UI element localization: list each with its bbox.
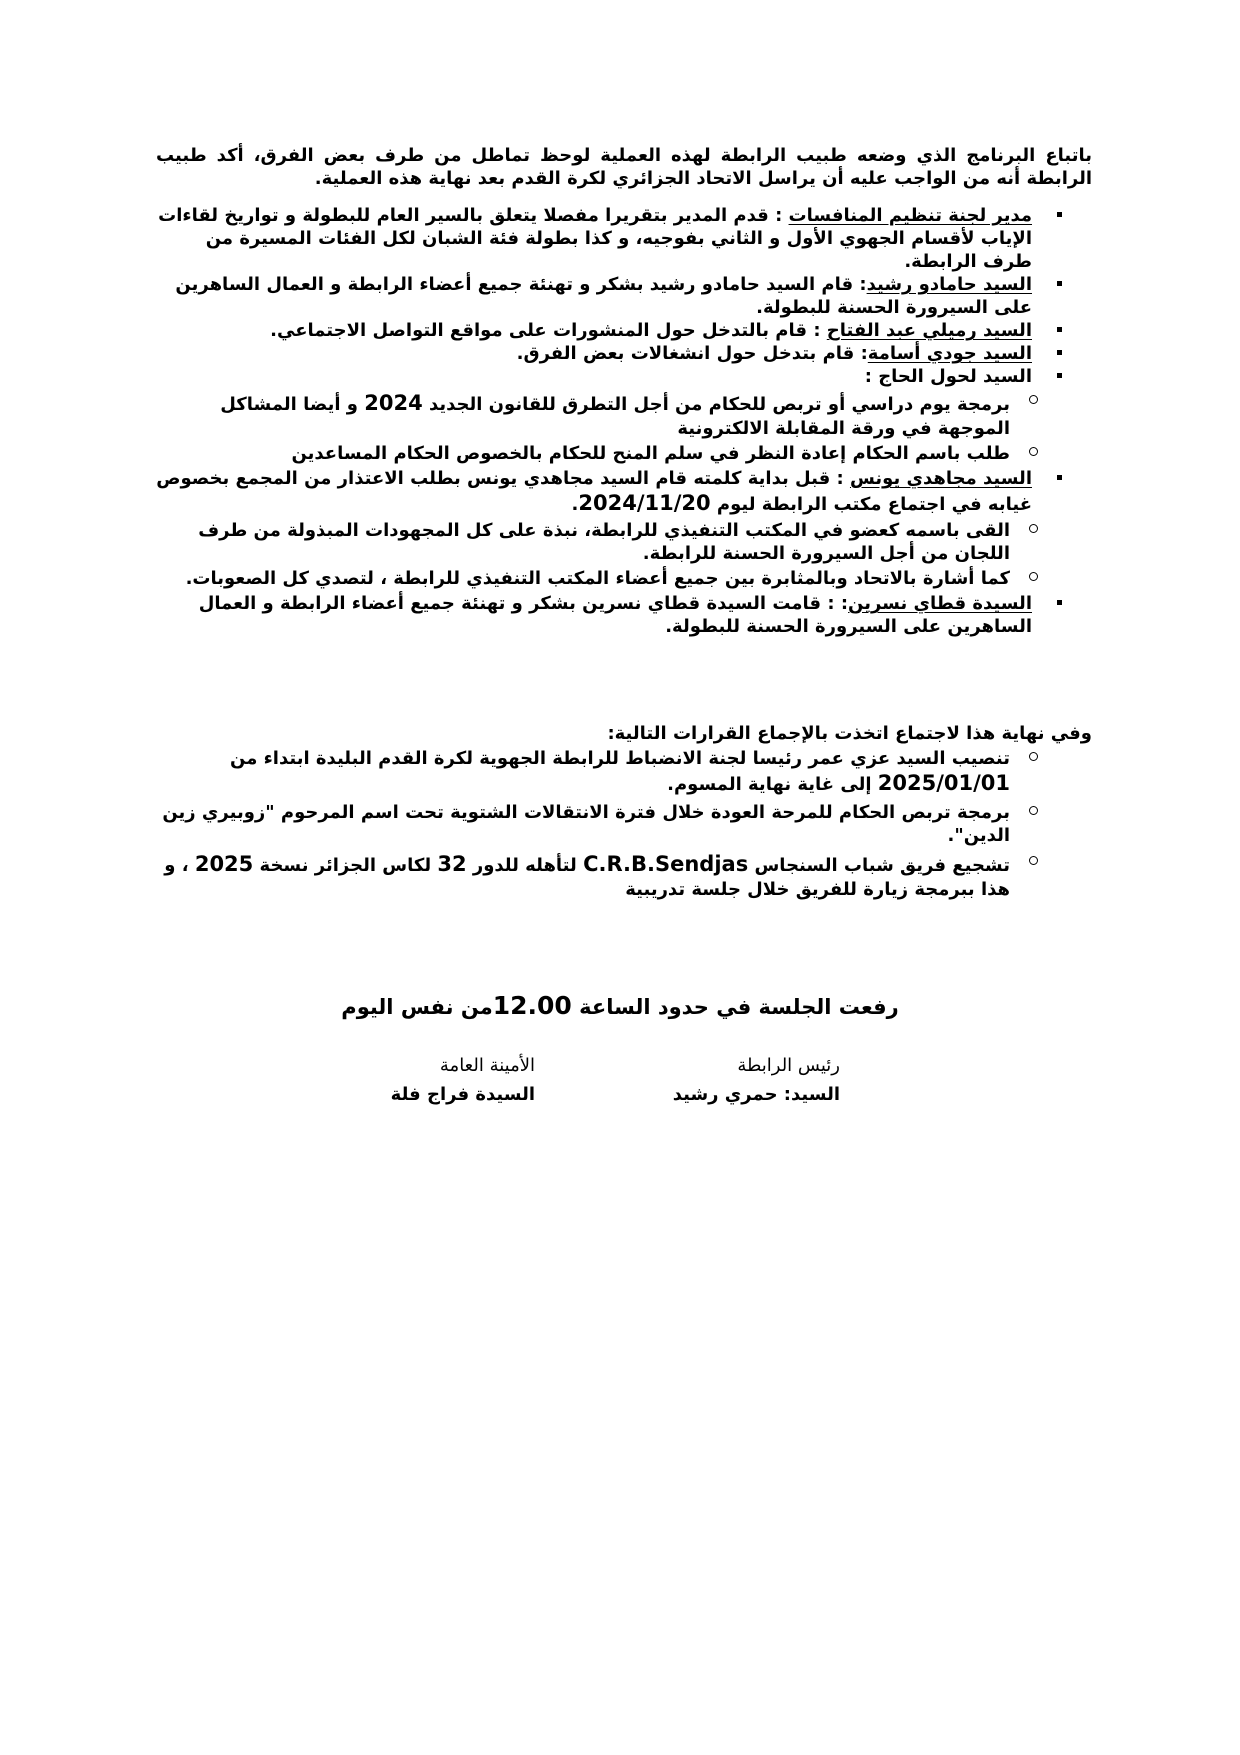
circle-bullet-icon: [1029, 806, 1038, 815]
speaker-text: قدم المدير بتقريرا مفصلا يتعلق بالسير العام للبطولة و تواريخ لقاءات الإياب لأقسام الجهوي الأول و الثاني بفوجيه، و كذا بطولة فئة الشبان لكل الفئات المسيرة من طرف الرابطة.: [158, 205, 1032, 273]
club-name-latin: C.R.B.Sendjas: [583, 852, 749, 876]
item-djoudi: السيد جودي أسامة: قام بتدخل حول انشغالات بعض الفرق.: [156, 342, 1092, 365]
square-bullet-icon: [1057, 600, 1062, 605]
speaker-text: قام السيد حامادو رشيد بشكر و تهنئة جميع أعضاء الرابطة و العمال الساهرين على السيرورة الحسنة للبطولة.: [175, 274, 1032, 319]
decisions-section: [156, 722, 1092, 905]
speakers-section: [156, 204, 1092, 638]
conclusion-heading: وفي نهاية هذا لاجتماع اتخذت بالإجماع القرارات التالية:: [607, 723, 1092, 744]
item-gattai: السيدة قطاي نسرين: : قامت السيدة قطاي نسرين بشكر و تهنئة جميع أعضاء الرابطة و العمال الساهرين على السيرورة الحسنة للبطولة.: [156, 592, 1092, 638]
circle-bullet-icon: [1029, 524, 1038, 533]
moujahdi-sub-1: القى باسمه كعضو في المكتب التنفيذي للرابطة، نبذة على كل المجهودات المبذولة من طرف اللجان من أجل السيرورة الحسنة للرابطة.: [156, 519, 1092, 565]
speaker-text: قام بالتدخل حول المنشورات على مواقع التواصل الاجتماعي.: [270, 320, 808, 342]
decision-3: تشجيع فريق شباب السنجاس C.R.B.Sendjas لتأهله للدور 32 لكاس الجزائر نسخة 2025 ، و هذا ببرمجة زيارة للفريق خلال جلسة تدريبية: [156, 851, 1092, 901]
speaker-text: قام بتدخل حول انشغالات بعض الفرق.: [516, 343, 855, 365]
lahoul-sub-2: طلب باسم الحكام إعادة النظر في سلم المنح للحكام بالخصوص الحكام المساعدين: [156, 442, 1092, 465]
intro-paragraph: باتباع البرنامج الذي وضعه طبيب الرابطة لهذه العملية لوحظ تماطل من طرف بعض الفرق، أكد طبيب الرابطة أنه من الواجب عليه أن يراسل الاتحاد الجزائري لكرة القدم بعد نهاية هذه العملية.: [156, 145, 1092, 190]
item-lahoul: [156, 365, 1092, 388]
item-competitions-director: مدير لجنة تنظيم المنافسات : قدم المدير بتقريرا مفصلا يتعلق بالسير العام للبطولة و تواريخ لقاءات الإياب لأقسام الجهوي الأول و الثاني بفوجيه، و كذا بطولة فئة الشبان لكل الفئات المسيرة من طرف الرابطة.: [156, 204, 1092, 273]
speaker-text: قامت السيدة قطاي نسرين بشكر و تهنئة جميع أعضاء الرابطة و العمال الساهرين على السيرورة الحسنة للبطولة.: [198, 593, 1032, 638]
item-moujahdi: السيد مجاهدي يونس : قبل بداية كلمته قام السيد مجاهدي يونس بطلب الاعتذار من المجمع بخصوص غيابه في اجتماع مكتب الرابطة ليوم 2024/11/20.: [156, 467, 1092, 517]
secretary-name: السيدة فراج فلة: [390, 1083, 535, 1105]
square-bullet-icon: [1057, 475, 1062, 480]
circle-bullet-icon: [1029, 395, 1038, 404]
secretary-signature: [391, 1052, 535, 1110]
speaker-name: مدير لجنة تنظيم المنافسات: [788, 205, 1032, 226]
square-bullet-icon: [1057, 327, 1062, 332]
lahoul-sub-1: برمجة يوم دراسي أو تربص للحكام من أجل التطرق للقانون الجديد 2024 و أيضا المشاكل الموجهة في ورقة المقابلة الالكترونية: [156, 390, 1092, 440]
square-bullet-icon: [1057, 373, 1062, 378]
speaker-name: السيدة قطاي نسرين: [848, 593, 1032, 615]
circle-bullet-icon: [1029, 572, 1038, 581]
circle-bullet-icon: [1029, 447, 1038, 456]
president-signature: [673, 1052, 840, 1110]
circle-bullet-icon: [1029, 752, 1038, 761]
square-bullet-icon: [1057, 350, 1062, 355]
circle-bullet-icon: [1029, 856, 1038, 865]
square-bullet-icon: [1057, 281, 1062, 286]
decision-1: تنصيب السيد عزي عمر رئيسا لجنة الانضباط للرابطة الجهوية لكرة القدم البليدة ابتداء من 2025/01/01 إلى غاية نهاية المسوم.: [156, 747, 1092, 797]
speaker-name: السيد جودي أسامة: [867, 343, 1032, 365]
speaker-name: السيد حامادو رشيد: [866, 274, 1032, 296]
square-bullet-icon: [1057, 212, 1062, 217]
item-rmili: السيد رميلي عبد الفتاح : قام بالتدخل حول المنشورات على مواقع التواصل الاجتماعي.: [156, 319, 1092, 342]
speaker-name: السيد لحول الحاج :: [864, 366, 1032, 388]
speaker-name: السيد رميلي عبد الفتاح: [826, 320, 1032, 342]
speaker-name: السيد مجاهدي يونس: [849, 468, 1032, 490]
president-name: السيد: حمري رشيد: [672, 1083, 840, 1105]
session-closing: رفعت الجلسة في حدود الساعة 12.00من نفس اليوم: [341, 991, 899, 1020]
secretary-title: الأمينة العامة: [439, 1055, 535, 1076]
moujahdi-sub-2: كما أشارة بالاتحاد وبالمثابرة بين جميع أعضاء المكتب التنفيذي للرابطة ، لتصدي كل الصعوبات.: [156, 567, 1092, 590]
president-title: رئيس الرابطة: [737, 1055, 840, 1076]
decision-2: برمجة تربص الحكام للمرحة العودة خلال فترة الانتقالات الشتوية تحت اسم المرحوم "زوبيري زين الدين".: [156, 801, 1092, 847]
item-hamadou: السيد حامادو رشيد: قام السيد حامادو رشيد بشكر و تهنئة جميع أعضاء الرابطة و العمال الساهرين على السيرورة الحسنة للبطولة.: [156, 273, 1092, 319]
